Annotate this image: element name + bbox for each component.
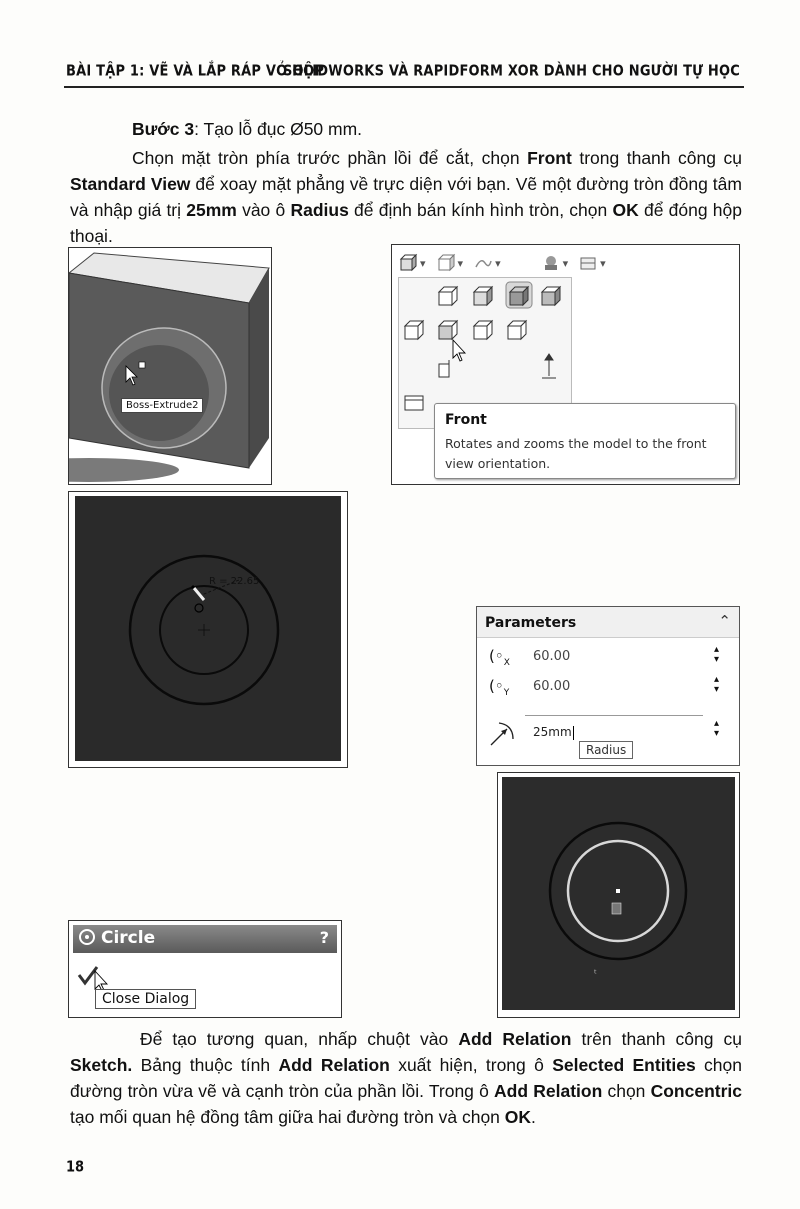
view-icon[interactable]	[510, 287, 528, 305]
radius-value: 25mm	[533, 725, 572, 739]
figure-sketch-circle-drawing	[68, 491, 348, 768]
p1-text-5: để định bán kính hình tròn, chọn	[348, 200, 613, 220]
center-point	[616, 889, 620, 893]
running-header-left: BÀI TẬP 1: VẼ VÀ LẮP RÁP VỎ HỘP	[66, 62, 325, 81]
instruction-paragraph-2	[70, 1026, 742, 1130]
scene-button[interactable]	[578, 253, 606, 273]
p1-bold-standard-view: Standard View	[70, 174, 191, 194]
chevron-down-icon: ▾	[562, 257, 569, 270]
page-number: 18	[66, 1158, 85, 1177]
circle-title: Circle	[101, 928, 156, 948]
figure-parameters-panel	[476, 606, 740, 766]
tooltip-title: Front	[445, 412, 487, 428]
circle-title-bar	[73, 925, 337, 953]
center-x-icon: ($◦_X$	[489, 647, 510, 668]
view-icon[interactable]	[405, 321, 423, 339]
figure-circle-property-manager	[68, 920, 342, 1018]
front-view-icon[interactable]	[439, 321, 457, 339]
p1-bold-25mm: 25mm	[186, 200, 237, 220]
tooltip-description: Rotates and zooms the model to the front view orientation.	[445, 436, 707, 471]
parameters-title: Parameters	[485, 615, 577, 631]
radius-tooltip: Radius	[579, 741, 633, 759]
view-icon[interactable]	[474, 321, 492, 339]
figure-sketch-circle-result	[497, 772, 740, 1018]
center-x-field[interactable]: 60.00	[533, 649, 571, 664]
p2-bold-concentric: Concentric	[650, 1081, 743, 1101]
instruction-paragraph-1	[70, 145, 742, 249]
p2-text-2: trên thanh công cụ	[571, 1029, 742, 1049]
p1-text-4: vào ô	[236, 200, 291, 220]
p2-bold-sketch: Sketch.	[70, 1055, 133, 1075]
display-style-button[interactable]	[436, 253, 464, 273]
close-dialog-tooltip: Close Dialog	[95, 989, 196, 1009]
center-x-row	[483, 645, 733, 675]
p2-text-4: xuất hiện, trong ô	[389, 1055, 553, 1075]
separator	[525, 715, 703, 716]
p2-text-7: tạo mối quan hệ đồng tâm giữa hai đường tròn và chọn	[70, 1107, 505, 1127]
view-icon[interactable]	[474, 287, 492, 305]
help-icon[interactable]: ?	[319, 928, 329, 947]
p2-bold-selected-entities: Selected Entities	[552, 1055, 696, 1075]
view-icon[interactable]	[439, 360, 449, 377]
p1-bold-ok: OK	[612, 200, 639, 220]
normal-to-icon[interactable]	[542, 354, 556, 378]
cursor-icon	[453, 340, 465, 361]
center-y-field[interactable]: 60.00	[533, 679, 571, 694]
radius-icon	[487, 719, 517, 749]
figure-standard-view-menu	[391, 244, 740, 485]
p2-bold-add-relation-3: Add Relation	[494, 1081, 603, 1101]
p2-bold-ok: OK	[504, 1107, 532, 1127]
circle-icon	[79, 929, 95, 945]
relation-icon	[612, 903, 621, 914]
ok-checkmark-icon[interactable]	[75, 961, 115, 991]
chevron-down-icon: ▾	[457, 257, 464, 270]
header-rule	[64, 86, 744, 88]
sketch-canvas-result	[498, 773, 739, 1017]
p1-bold-front: Front	[527, 148, 572, 168]
view-orientation-button[interactable]	[398, 253, 426, 273]
p2-text-1: Để tạo tương quan, nhấp chuột vào	[140, 1029, 459, 1049]
text-cursor	[573, 726, 574, 740]
sketch-canvas	[69, 492, 347, 767]
view-icon[interactable]	[508, 321, 526, 339]
view-toolbar	[398, 253, 616, 273]
p2-bold-add-relation: Add Relation	[458, 1029, 572, 1049]
p2-text-8: .	[531, 1107, 536, 1127]
p1-bold-radius: Radius	[290, 200, 349, 220]
p2-text-5: chọn đường tròn vừa vẽ và cạnh tròn của phần lồi. Trong ô	[70, 1055, 743, 1101]
figure-boss-extrude	[68, 247, 272, 485]
hide-show-button[interactable]	[473, 253, 501, 273]
p2-bold-add-relation-2: Add Relation	[278, 1055, 390, 1075]
appearance-button[interactable]	[541, 253, 569, 273]
p1-text-6: để đóng hộp thoại.	[70, 200, 743, 246]
chevron-down-icon: ▾	[495, 257, 501, 270]
p1-text-2: trong thanh công cụ	[571, 148, 742, 168]
front-view-tooltip	[434, 403, 736, 479]
running-header-right: SOLIDWORKS VÀ RAPIDFORM XOR DÀNH CHO NGƯỜI TỰ HỌC	[282, 62, 740, 81]
spin-arrows-icon[interactable]: ▴ ▾	[713, 644, 719, 665]
spin-arrows-icon[interactable]: ▴ ▾	[713, 718, 719, 739]
chevron-down-icon: ▾	[600, 257, 606, 270]
step-heading	[132, 116, 732, 142]
center-y-icon: ($◦_Y$	[489, 677, 510, 698]
step-label: Bước 3	[132, 119, 195, 139]
chevron-down-icon: ▾	[420, 257, 426, 270]
center-y-row	[483, 675, 733, 705]
single-view-icon[interactable]	[405, 396, 423, 410]
spin-arrows-icon[interactable]: ▴ ▾	[713, 674, 719, 695]
p2-text-6: chọn	[602, 1081, 651, 1101]
boss-extrude-tooltip: Boss-Extrude2	[121, 398, 203, 413]
view-icon[interactable]	[542, 287, 560, 305]
radius-dimension-label: R = 22.65	[209, 576, 260, 587]
view-icon[interactable]	[439, 287, 457, 305]
parameters-header	[477, 607, 739, 638]
p1-text-1: Chọn mặt tròn phía trước phần lồi để cắt, chọn	[132, 148, 528, 168]
svg-text:ᵗ: ᵗ	[594, 969, 597, 980]
step-text: : Tạo lỗ đục Ø50 mm.	[194, 119, 363, 139]
radius-field[interactable]	[533, 725, 574, 740]
p1-text-3: để xoay mặt phẳng về trực diện với bạn. Vẽ một đường tròn đồng tâm và nhập giá trị	[70, 174, 742, 220]
collapse-chevron-icon[interactable]: ⌃	[718, 613, 731, 630]
p2-text-3: Bảng thuộc tính	[132, 1055, 279, 1075]
model-boss-illustration	[69, 248, 271, 484]
